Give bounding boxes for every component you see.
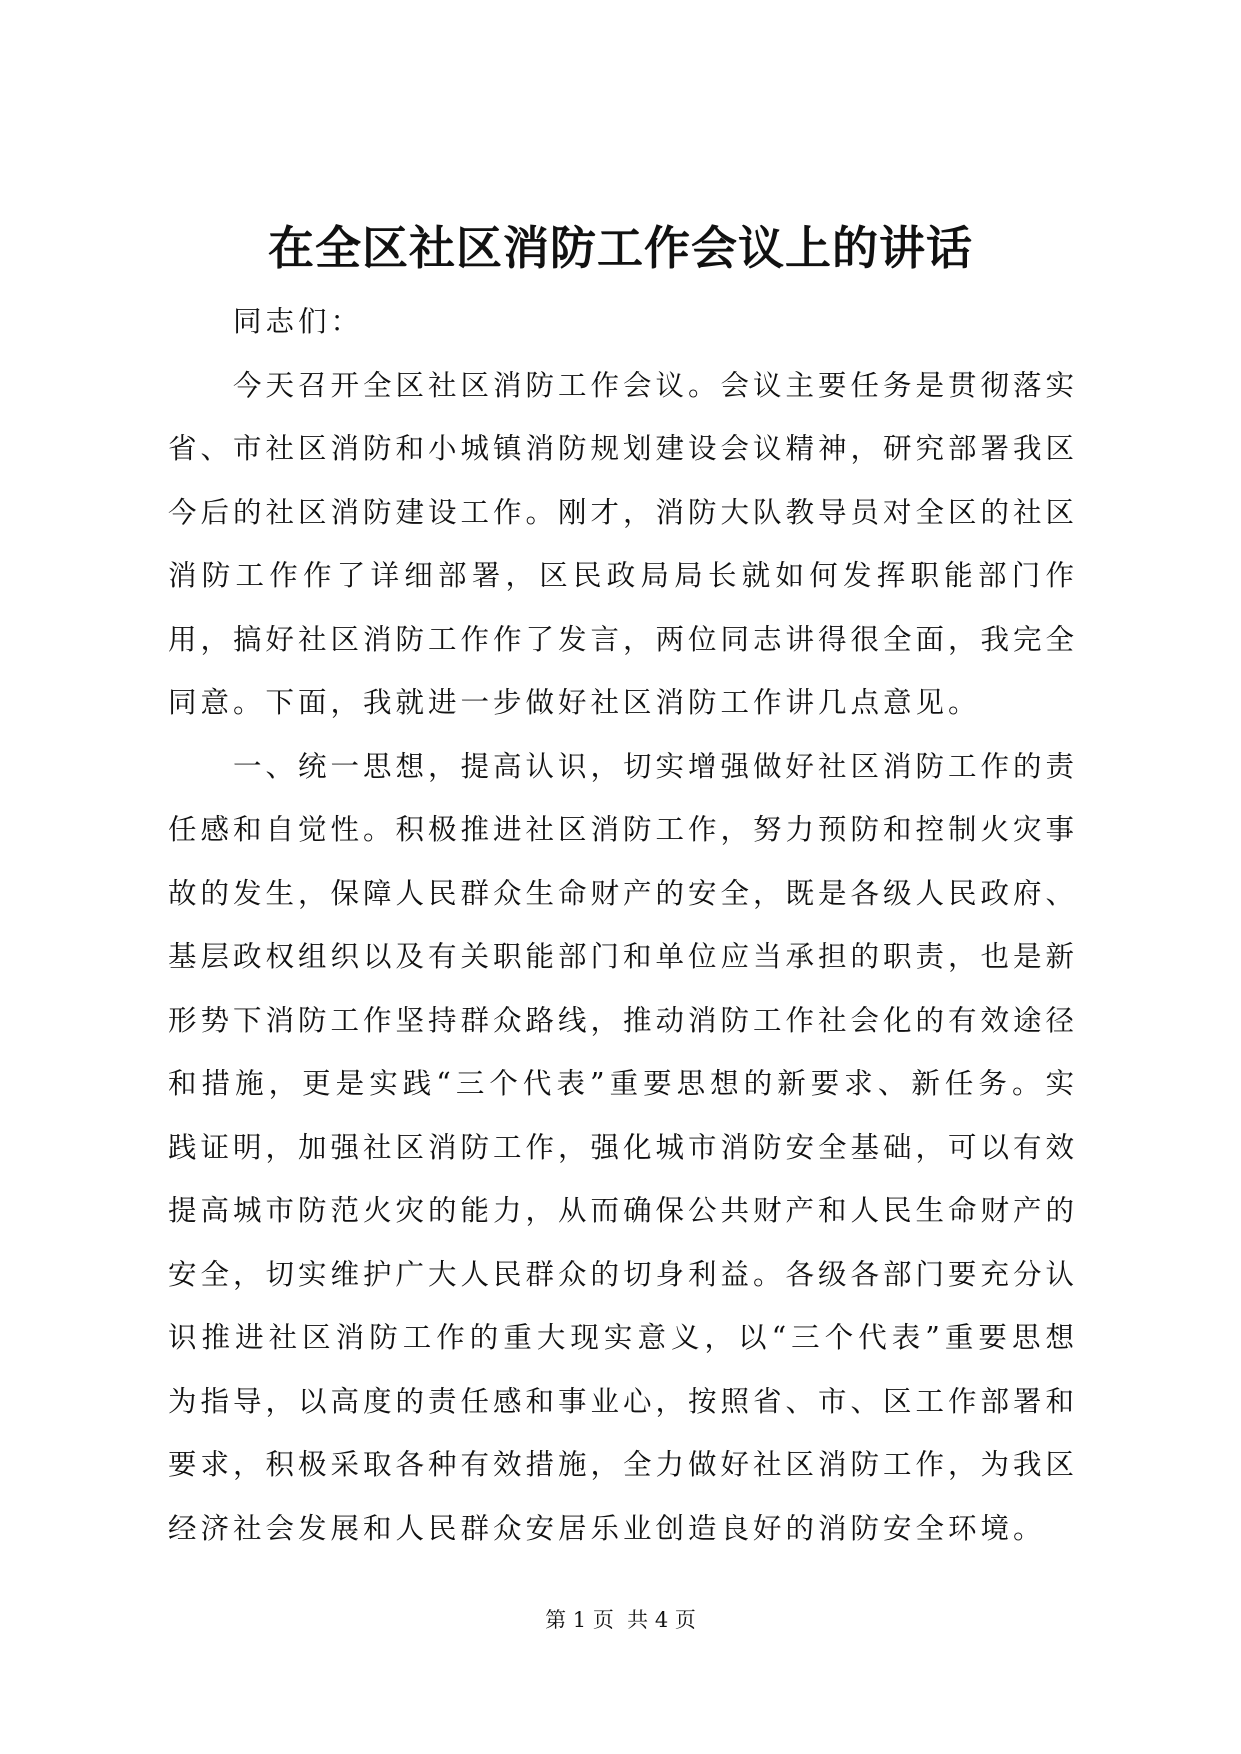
page-footer [0, 1605, 1241, 1635]
page-number: 第 1 页 共 4 页 [545, 1608, 696, 1632]
paragraph-intro: 今天召开全区社区消防工作会议。会议主要任务是贯彻落实省、市社区消防和小城镇消防规划建设会议精神，研究部署我区今后的社区消防建设工作。刚才，消防大队教导员对全区的社区消防工作作了详细部署，区民政局局长就如何发挥职能部门作用，搞好社区消防工作作了发言，两位同志讲得很全面，我完全同意。下面，我就进一步做好社区消防工作讲几点意见。 [168, 368, 1079, 719]
document-body [168, 290, 1078, 1560]
salutation: 同志们： [233, 305, 364, 338]
paragraph-section-one: 一、统一思想，提高认识，切实增强做好社区消防工作的责任感和自觉性。积极推进社区消防工作，努力预防和控制火灾事故的发生，保障人民群众生命财产的安全，既是各级人民政府、基层政权组织以及有关职能部门和单位应当承担的职责，也是新形势下消防工作坚持群众路线，推动消防工作社会化的有效途径和措施，更是实践“三个代表”重要思想的新要求、新任务。实践证明，加强社区消防工作，强化城市消防安全基础，可以有效提高城市防范火灾的能力，从而确保公共财产和人民生命财产的安全，切实维护广大人民群众的切身利益。各级各部门要充分认识推进社区消防工作的重大现实意义，以“三个代表”重要思想为指导，以高度的责任感和事业心，按照省、市、区工作部署和要求，积极采取各种有效措施，全力做好社区消防工作，为我区经济社会发展和人民群众安居乐业创造良好的消防安全环境。 [168, 749, 1079, 1545]
document-title: 在全区社区消防工作会议上的讲话 [268, 221, 973, 275]
